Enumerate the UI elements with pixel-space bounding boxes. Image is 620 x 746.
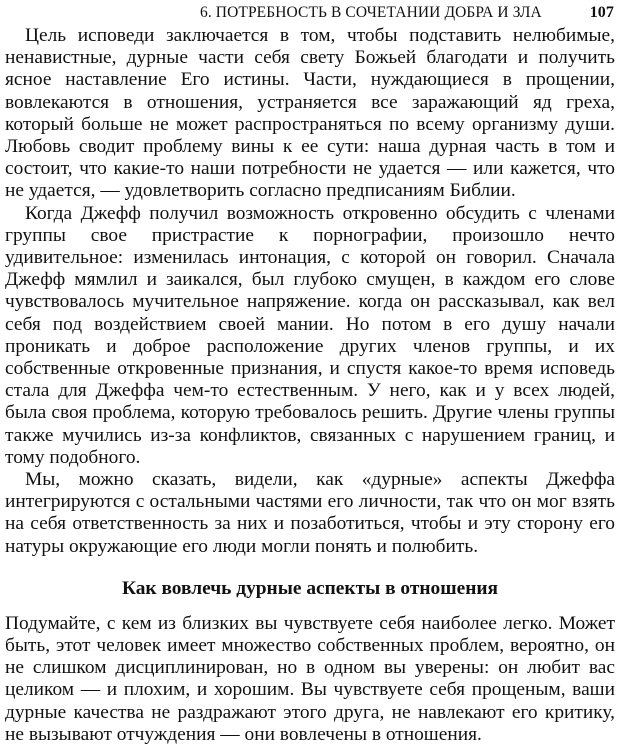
paragraph-jeff-story: Когда Джефф получил возможность откровенно обсудить с членами группы свое пристрастие к порнографии, произошло нечто удивительное: изменилась интонация, с которой он говорил. Сначала Джефф мямлил и заикался, был глубоко смущен, в каждом его слове чувствовалось мучительное напряжение. когда он рассказывал, как вел себя под воздействием своей мании. Но потом в его душу начали проникать и доброе расположение других членов группы, и их собственные откровенные признания, и спустя какое-то время исповедь стала для Джеффа чем-то естественным. У него, как и у всех людей, была своя проблема, которую требовалось решить. Другие члены группы также мучились из-за конфликтов, связанных с нарушением границ, и тому подобного. — [5, 202, 615, 468]
paragraph-confession-purpose: Цель исповеди заключается в том, чтобы подставить нелюбимые, ненавистные, дурные части себя свету Божьей благодати и получить ясное наставление Его истины. Части, нуждающиеся в прощении, вовлекаются в отношения, устраняется все заражающий яд греха, который больше не может распространяться по всему организму души. Любовь сводит проблему вины к ее сути: наша дурная часть в том и состоит, что какие-то наши потребности не удается — или кажется, что не удается, — удовлетворить согласно предписаниям Библии. — [5, 25, 615, 202]
paragraph-close-friend: Подумайте, с кем из близких вы чувствуете себя наиболее легко. Может быть, этот человек имеет множество собственных проблем, вероятно, он не слишком дисциплинирован, но в одном вы уверены: он любит вас целиком — и плохим, и хорошим. Вы чувствуете себя прощеным, ваши дурные качества не раздражают этого друга, не навлекают его критику, не вызывают отчуждения — они вовлечены в отношения. — [5, 612, 615, 745]
section-heading: Как вовлечь дурные аспекты в отношения — [121, 577, 499, 599]
running-header — [200, 4, 614, 22]
page-body — [5, 25, 615, 746]
paragraph-jeff-integration: Мы, можно сказать, видели, как «дурные» аспекты Джеффа интегрируются с остальными частями его личности, так что он мог взять на себя ответственность за них и позаботиться, чтобы и эту сторону его натуры окружающие его люди могли понять и полюбить. — [5, 469, 615, 557]
running-title: 6. ПОТРЕБНОСТЬ В СОЧЕТАНИИ ДОБРА И ЗЛА — [200, 4, 542, 21]
page-number: 107 — [589, 4, 614, 21]
